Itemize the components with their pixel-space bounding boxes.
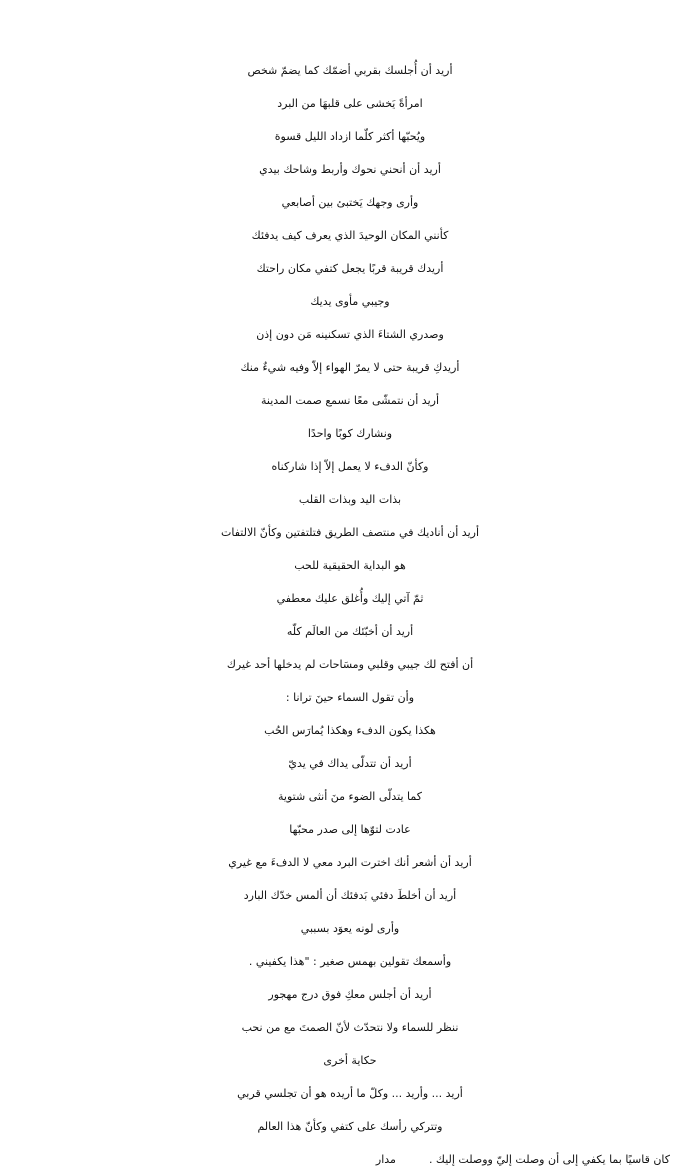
poem-line: أريد أن أشعر أنك اخترت البرد معي لا الدفءَ مع غيري xyxy=(228,856,472,869)
poem-line: بذات اليد وبذات القلب xyxy=(298,493,402,506)
poem-text xyxy=(0,54,700,1176)
poem-line: كما يتدلّى الضوء منَ أنثى شتوية xyxy=(278,790,422,803)
poem-line: أريد أن أنحني نحوك وأربط وشاحك بيدي xyxy=(259,163,441,176)
poem-line: أريد أن أناديك في منتصف الطريق فتلتفتين وكأنّ الالتفات xyxy=(221,526,479,539)
poem-line: ننظر للسماء ولا نتحدّث لأنّ الصمتَ مع من نحب xyxy=(241,1021,459,1034)
poem-line: أريدك قريبة قربًا يجعل كتفي مكان راحتك xyxy=(256,262,444,275)
poem-line: وأسمعك تقولين بهمس صغير : "هذا يكفيني . xyxy=(248,955,452,968)
poem-final-line xyxy=(0,1143,700,1176)
poem-line: وأن تقول السماء حينَ ترانا : xyxy=(285,691,415,704)
poem-line: أريد أن نتمشّى معًا نسمع صمت المدينة xyxy=(261,394,439,407)
poem-line: هكذا يكون الدفء وهكذا يُمارَس الحُب xyxy=(264,724,436,737)
poem-line: وأرى لونه يعوَد بسببي xyxy=(300,922,400,935)
poem-line: امرأةً يَخشى على قلبهَا من البرد xyxy=(277,97,423,110)
poem-line: هو البداية الحقيقية للحب xyxy=(294,559,406,572)
poem-line: وصدري الشتاءَ الذي تسكنينه مَن دون إذن xyxy=(256,328,444,341)
poem-line: ونشارك كوبًا واحدًا xyxy=(307,427,393,440)
poem-line: كأنني المكان الوحيدَ الذي يعرف كيف يدفئك xyxy=(251,229,449,242)
poem-line: وكأنّ الدفء لا يعمل إلاّ إذا شاركناه xyxy=(271,460,429,473)
poem-line: وأرى وجهك يَختبئ بين أصابعي xyxy=(281,196,419,209)
poem-line: عادت لتوّها إلى صدر محبّها xyxy=(289,823,411,836)
poem-line-text: كان قاسيًا بما يكفي إلى أن وصلت إليّ ووصلت إليك . xyxy=(428,1153,670,1166)
poem-line: وتتركي رأسك على كتفي وكأنّ هذا العالم xyxy=(257,1120,443,1133)
poem-line: أريد أن أخلطَ دفئي بَدفئك أن ألمس خدّك البارد xyxy=(243,889,457,902)
poem-line: أريد أن أخبّئك من العالَم كلّه xyxy=(286,625,414,638)
poem-line: ويُحبّها أكثر كلّما ازداد الليل قسوة xyxy=(274,130,426,143)
poem-signature: مدار xyxy=(375,1153,396,1166)
poem-line: أريد أن تتدلّى يداك في يديّ xyxy=(288,757,412,770)
poem-line: وجيبي مأوى يديك xyxy=(310,295,390,308)
poem-line: أريدكِ قريبة حتى لا يمرّ الهواء إلاّ وفيه شيءٌ منك xyxy=(240,361,460,374)
poem-line: أن أفتح لك جيبي وقلبي ومسَاحات لم يدخلها أحد غيرك xyxy=(226,658,474,671)
poem-line: ثمّ آتي إليك وأُغلق عليك معطفي xyxy=(276,592,424,605)
poem-line: أريد ... وأريد ... وكلّ ما أريده هو أن تجلسي قربي xyxy=(237,1087,463,1100)
poem-line: أريد أن أُجلسك بقربي أضمّك كما يضمّ شخص xyxy=(247,64,453,77)
poem-line: حكاية أخرى xyxy=(323,1054,377,1067)
poem-line: أريد أن أجلس معكِ فوق درج مهجور xyxy=(268,988,432,1001)
